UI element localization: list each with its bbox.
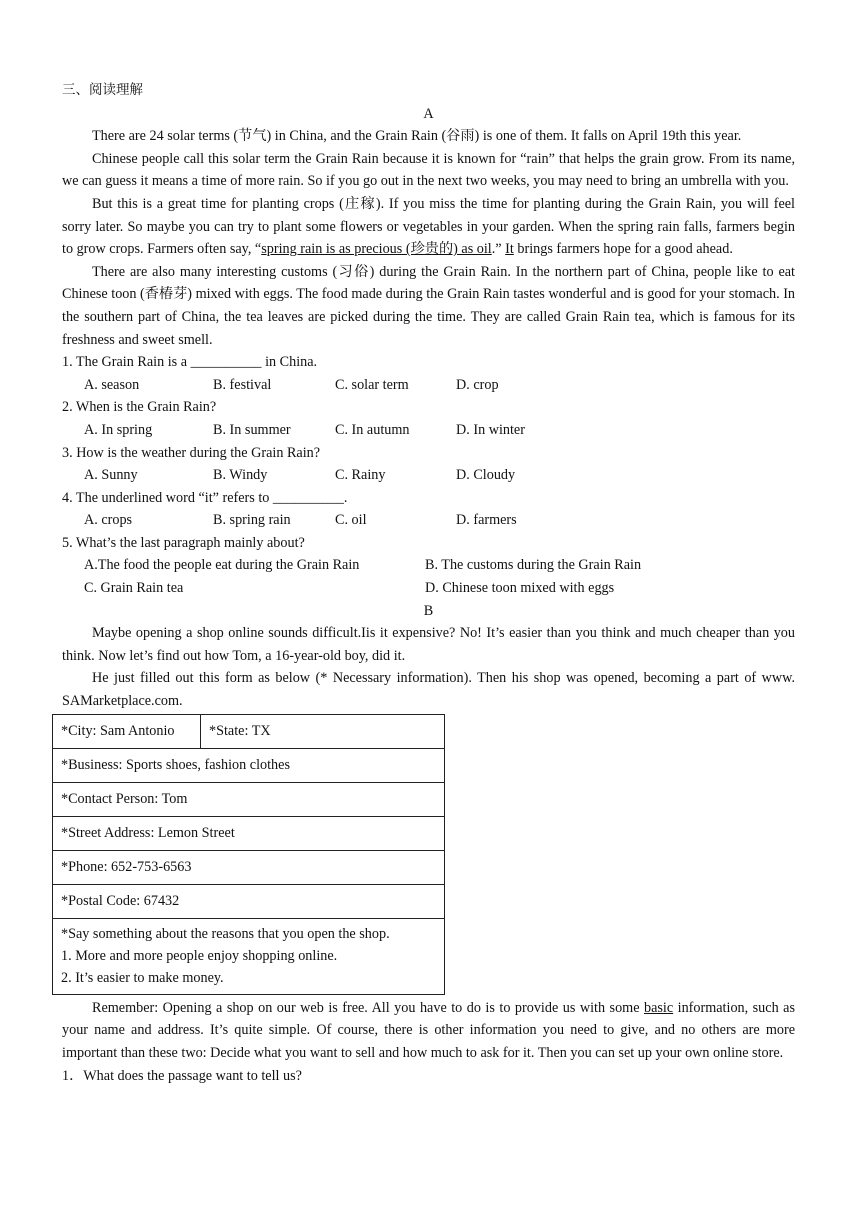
question-3-options <box>62 464 795 487</box>
question-4-options <box>62 509 795 532</box>
passage-a-paragraph-3 <box>62 193 795 261</box>
exam-page <box>62 79 795 1087</box>
form-row-contact <box>53 782 445 816</box>
option-b: B. The customs during the Grain Rain <box>425 557 642 574</box>
question-3: 3. How is the weather during the Grain Rain? <box>62 444 321 461</box>
option-d: D. crop <box>456 376 499 393</box>
form-row-location <box>53 714 445 748</box>
form-row-reasons <box>53 918 445 994</box>
question-1-options <box>62 374 795 397</box>
option-d: D. Chinese toon mixed with eggs <box>425 580 615 597</box>
form-reason-2: 2. It’s easier to make money. <box>61 970 224 987</box>
passage-b-paragraph-3 <box>62 997 795 1065</box>
p3-text-mid: .” <box>491 241 506 258</box>
p3b-text-end: information, such as your name and address. It’s quite simple. Of course, there is other information you need to give, and no others are more important than these two: Decide what you want to sell and how much to ask for it. Then you can set up your own online store. <box>62 999 795 1062</box>
passage-a-paragraph-1: There are 24 solar terms (节气) in China, and the Grain Rain (谷雨) is one of them. It falls on April 19th this year. <box>92 128 742 145</box>
form-postal-code: *Postal Code: 67432 <box>53 884 445 918</box>
form-reasons-title: *Say something about the reasons that you open the shop. <box>61 925 390 942</box>
question-5-options-row-2 <box>62 577 795 600</box>
passage-b-paragraph-2: He just filled out this form as below (* Necessary information). Then his shop was opened, becoming a part of www. SAMarketplace.com. <box>62 670 795 710</box>
passage-a-paragraph-4: There are also many interesting customs (习俗) during the Grain Rain. In the northern part of China, people like to eat Chinese toon (香椿芽) mixed with eggs. The food made during the Grain Rain tastes wonderful and is good for your stomach. In the southern part of China, the tea leaves are picked during the time. They are called Grain Rain tea, which is famous for its freshness and sweet smell. <box>62 263 796 348</box>
question-5: 5. What’s the last paragraph mainly about? <box>62 534 305 551</box>
option-a: A.The food the people eat during the Grain Rain <box>84 557 360 574</box>
form-row-phone <box>53 850 445 884</box>
passage-b-paragraph-1: Maybe opening a shop online sounds difficult.Iis it expensive? No! It’s easier than you think and much cheaper than you think. Now let’s find out how Tom, a 16-year-old boy, did it. <box>62 625 795 664</box>
option-d: D. Cloudy <box>456 467 516 484</box>
option-c: C. In autumn <box>335 421 410 438</box>
option-b: B. Windy <box>213 467 268 484</box>
question-1: 1. The Grain Rain is a __________ in China. <box>62 354 318 371</box>
form-city: *City: Sam Antonio <box>53 714 201 748</box>
shop-registration-form <box>52 714 445 995</box>
form-phone: *Phone: 652-753-6563 <box>53 850 445 884</box>
passage-a-label: A <box>423 105 434 122</box>
passage-b-question-1: 1．What does the passage want to tell us? <box>62 1067 302 1084</box>
question-5-options-row-1 <box>62 554 795 577</box>
form-reasons <box>53 918 445 994</box>
underlined-word-it: It <box>505 241 514 258</box>
passage-a-paragraph-2: Chinese people call this solar term the Grain Rain because it is known for “rain” that helps the grain grow. From its name, we can guess it means a time of more rain. So if you go out in the next two weeks, you may need to bring an umbrella with you. <box>62 150 795 190</box>
form-street-address: *Street Address: Lemon Street <box>53 816 445 850</box>
passage-b-label: B <box>423 602 434 619</box>
option-a: A. season <box>84 376 140 393</box>
option-a: A. In spring <box>84 421 153 438</box>
form-row-postal <box>53 884 445 918</box>
option-c: C. Rainy <box>335 467 386 484</box>
option-b: B. festival <box>213 376 272 393</box>
option-a: A. Sunny <box>84 467 138 484</box>
question-2: 2. When is the Grain Rain? <box>62 399 217 416</box>
underlined-word-basic: basic <box>644 999 674 1016</box>
form-state: *State: TX <box>201 714 445 748</box>
form-row-street <box>53 816 445 850</box>
option-b: B. In summer <box>213 421 291 438</box>
form-row-business <box>53 748 445 782</box>
option-d: D. In winter <box>456 421 525 438</box>
p3b-text-start: Remember: Opening a shop on our web is free. All you have to do is to provide us with some <box>92 999 644 1016</box>
option-b: B. spring rain <box>213 512 291 529</box>
p3-text-start: But this is a great time for planting crops (庄稼). If you miss the time for planting during the Grain Rain, you will feel sorry later. So maybe you can try to plant some flowers or vegetables in your garden. When the spring rain falls, farmers begin to grow crops. Farmers often say, “ <box>62 195 795 258</box>
form-contact-person: *Contact Person: Tom <box>53 782 445 816</box>
question-4: 4. The underlined word “it” refers to __________. <box>62 489 348 506</box>
option-c: C. oil <box>335 512 367 529</box>
section-heading: 三、阅读理解 <box>62 82 143 98</box>
option-c: C. solar term <box>335 376 409 393</box>
p3-text-end: brings farmers hope for a good ahead. <box>513 241 733 258</box>
form-reason-1: 1. More and more people enjoy shopping online. <box>61 948 338 965</box>
option-c: C. Grain Rain tea <box>84 580 184 597</box>
underlined-phrase: spring rain is as precious (珍贵的) as oil <box>261 241 492 258</box>
option-d: D. farmers <box>456 512 517 529</box>
form-business: *Business: Sports shoes, fashion clothes <box>53 748 445 782</box>
question-2-options <box>62 419 795 442</box>
option-a: A. crops <box>84 512 133 529</box>
